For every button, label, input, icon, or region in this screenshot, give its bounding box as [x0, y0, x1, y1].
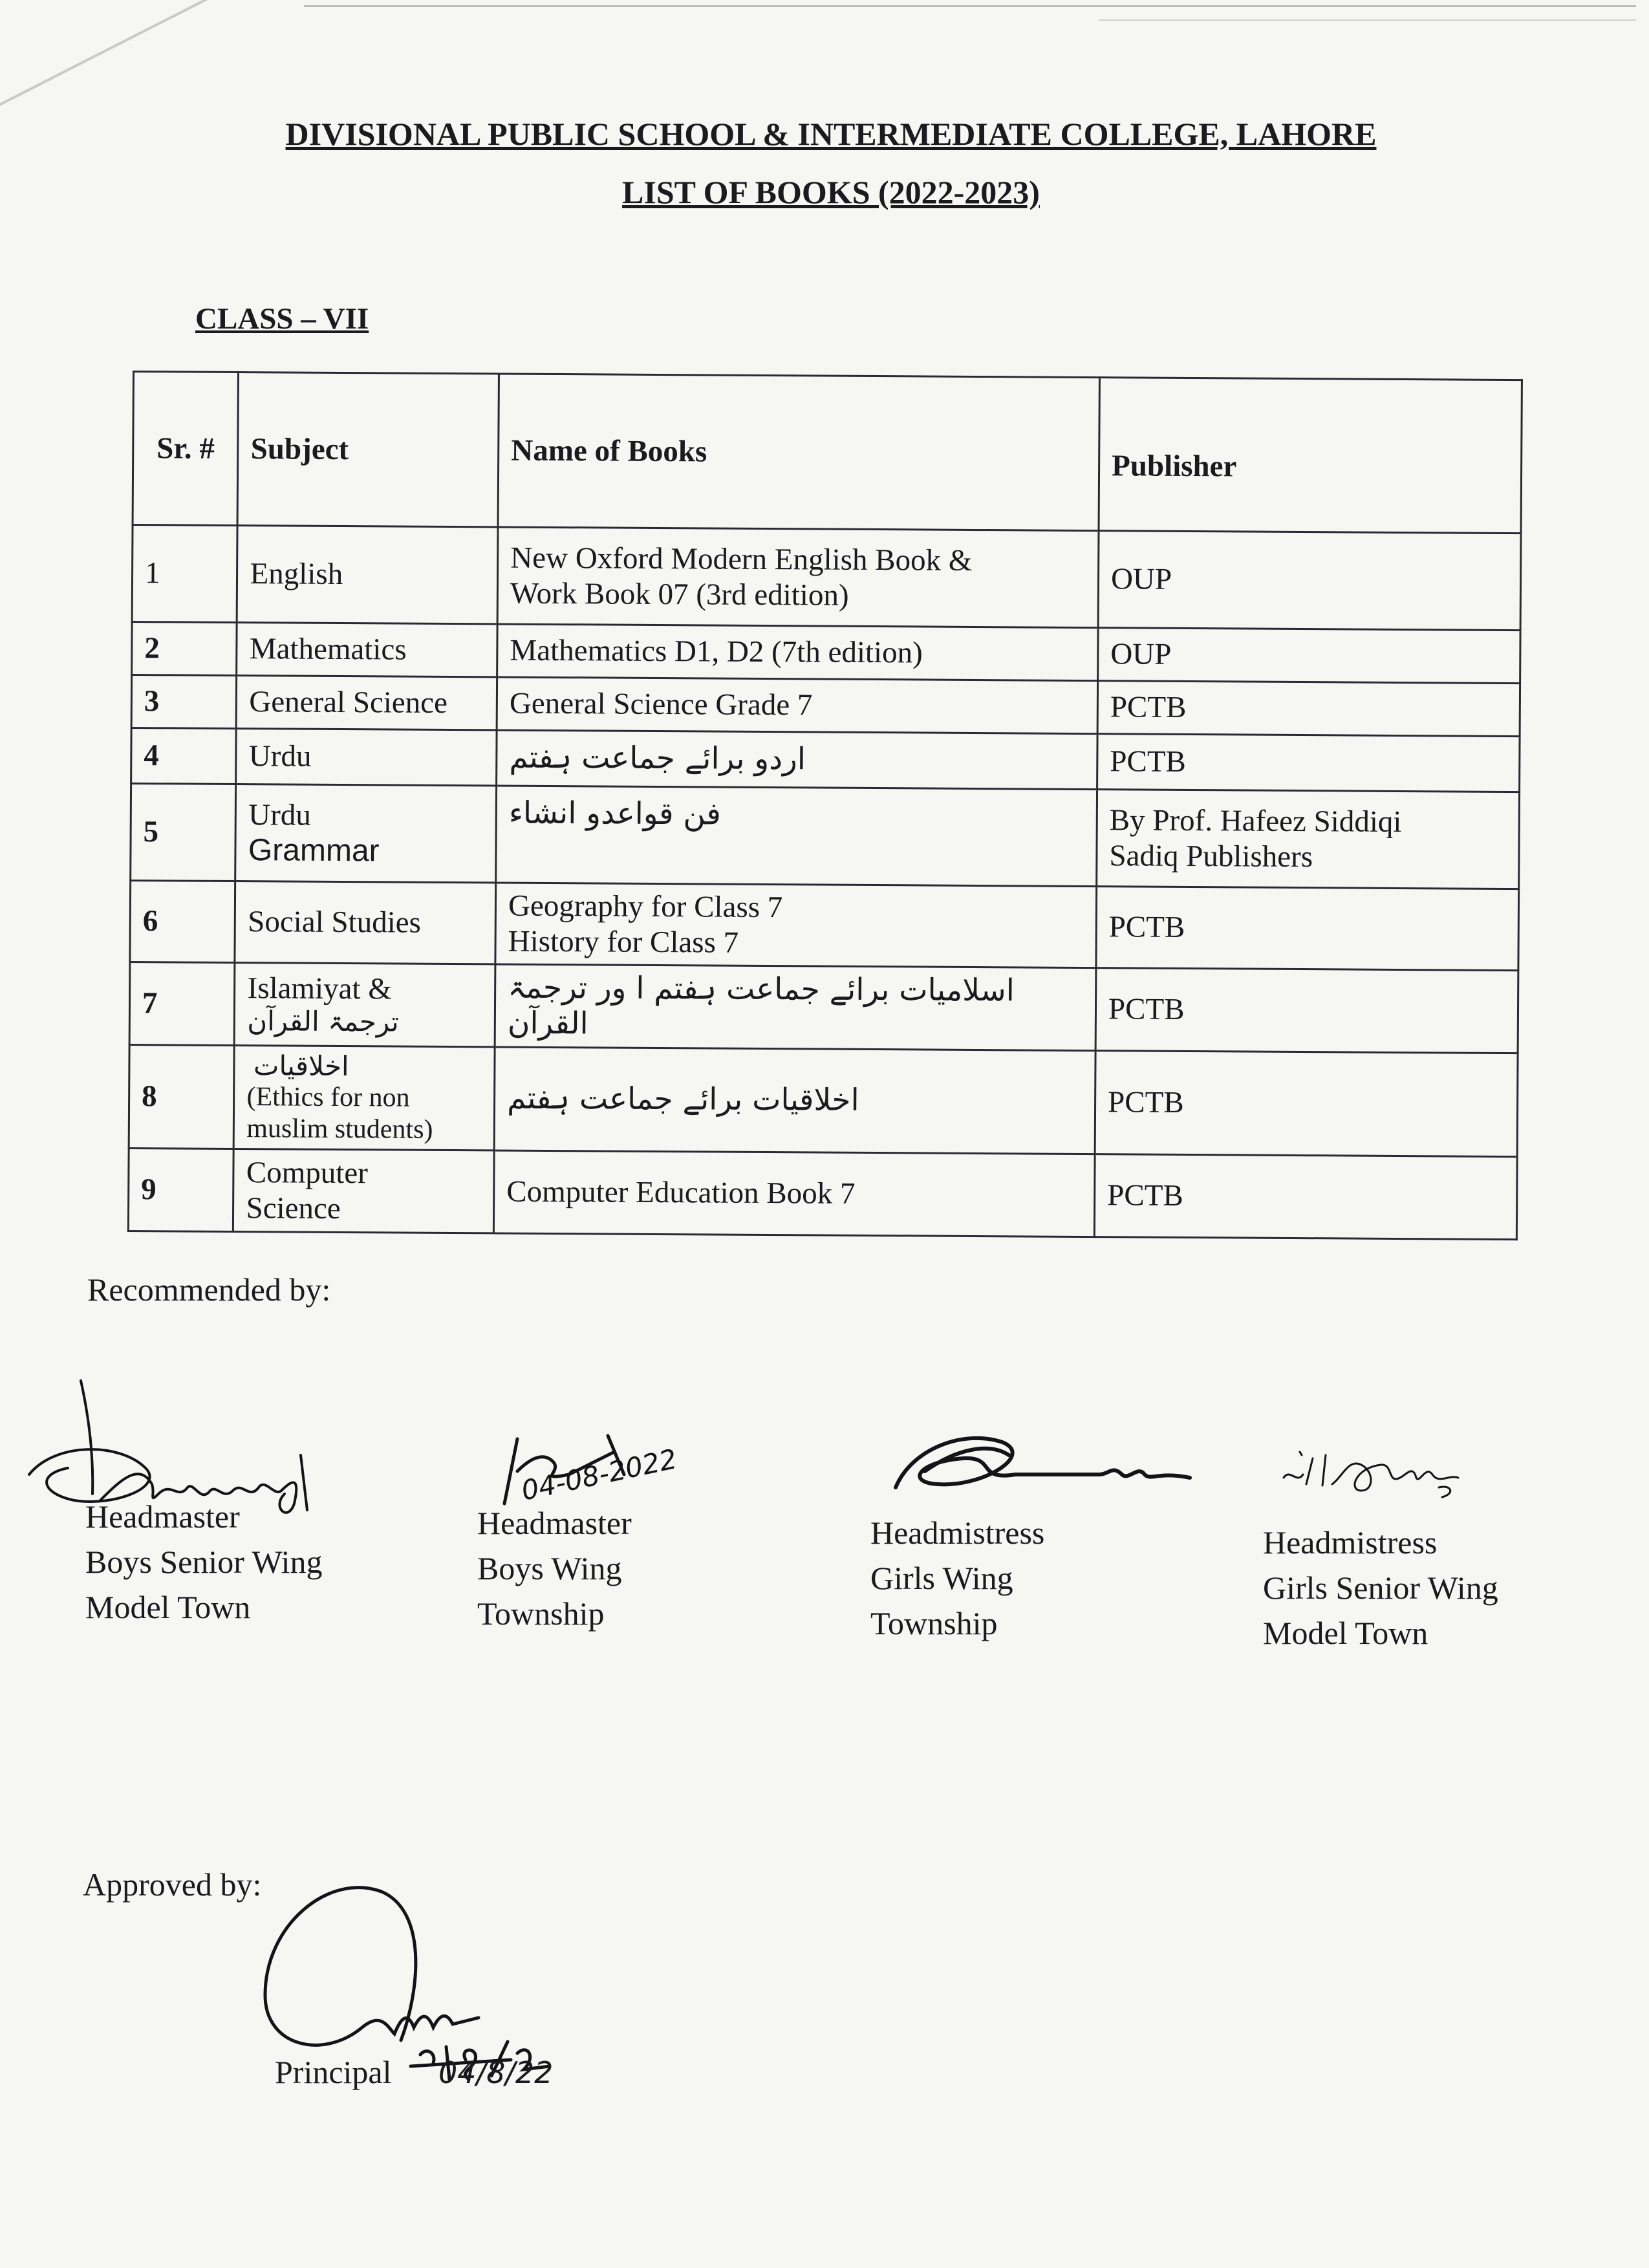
signature-headmistress-girls-senior: [1277, 1439, 1484, 1510]
publisher-text: By Prof. Hafeez Siddiqi: [1109, 803, 1402, 839]
signature-headmistress-girls-township: [886, 1423, 1196, 1500]
book-text: اسلامیات برائے جماعت ہفتم ا ور ترجمۃ: [508, 970, 1015, 1009]
signatory-wing: Girls Wing: [870, 1560, 1013, 1596]
publisher-cell: [1097, 734, 1520, 792]
book-text: اردو برائے جماعت ہفتم: [509, 740, 806, 777]
subject-text: اخلاقیات: [253, 1050, 349, 1083]
class-label: CLASS – VII: [195, 302, 369, 336]
publisher-cell: [1097, 790, 1520, 889]
subject-cell: [237, 622, 497, 676]
list-title: LIST OF BOOKS (2022-2023): [622, 174, 1040, 210]
book-text: New Oxford Modern English Book &: [510, 541, 973, 578]
book-text: القرآن: [507, 1005, 588, 1041]
signatory-location: Model Town: [85, 1589, 251, 1625]
publisher-text: OUP: [1110, 637, 1172, 672]
publisher-text: PCTB: [1107, 1178, 1183, 1213]
publisher-cell: [1094, 1154, 1517, 1240]
books-table: [127, 371, 1523, 1240]
book-text: Geography for Class 7: [508, 889, 783, 925]
subject-cell: [235, 784, 497, 882]
publisher-text: PCTB: [1110, 690, 1187, 725]
table-row: [131, 675, 1520, 737]
subject-cell: [234, 1045, 495, 1150]
publisher-text: PCTB: [1108, 992, 1185, 1027]
paper-fold: [0, 0, 332, 119]
signatory-location: Model Town: [1263, 1615, 1428, 1651]
subject-text: ترجمۃ القرآن: [247, 1005, 399, 1038]
approved-label: Approved by:: [83, 1866, 262, 1903]
book-text: General Science Grade 7: [509, 687, 813, 722]
book-cell: [494, 1047, 1095, 1154]
book-text: اخلاقیات برائے جماعت ہفتم: [507, 1081, 859, 1119]
subject-text: muslim students): [246, 1113, 433, 1145]
signatory-location: Township: [477, 1595, 605, 1632]
signatory-title: Headmistress: [1263, 1524, 1438, 1561]
paper-edge: [1099, 19, 1636, 21]
publisher-cell: [1098, 628, 1521, 684]
book-cell: [497, 730, 1097, 790]
row-number: 9: [128, 1148, 233, 1231]
book-text: Computer Education Book 7: [506, 1175, 856, 1211]
subject-cell: [237, 525, 499, 623]
row-number: 7: [129, 962, 235, 1045]
subject-text: Science: [246, 1191, 341, 1226]
subject-text: Social Studies: [248, 905, 422, 940]
book-cell: [493, 1150, 1095, 1237]
book-cell: [497, 527, 1099, 628]
subject-text: Urdu: [248, 797, 312, 832]
table-row: [132, 622, 1520, 684]
signatory-location: Township: [870, 1605, 998, 1641]
book-cell: [495, 883, 1097, 968]
principal-title: Principal: [275, 2054, 392, 2090]
subject-cell: [237, 675, 497, 729]
subject-cell: [236, 728, 497, 785]
subject-cell: [233, 1149, 494, 1233]
subject-text: English: [250, 557, 343, 592]
row-number: 5: [131, 783, 236, 881]
subject-text: Mathematics: [249, 632, 407, 667]
subject-cell: [235, 962, 495, 1046]
table-row: [131, 728, 1520, 792]
book-text: History for Class 7: [508, 924, 739, 960]
table-row: [129, 1044, 1518, 1156]
row-number: 3: [131, 675, 237, 729]
recommended-label: Recommended by:: [87, 1271, 331, 1308]
signature-date: 04-08-2022: [518, 1443, 680, 1507]
book-text: Mathematics D1, D2 (7th edition): [510, 634, 923, 670]
signatory-title: Headmaster: [477, 1505, 632, 1541]
row-number: 6: [130, 880, 235, 962]
principal-date: 04/8/22: [438, 2055, 554, 2090]
table-header-row: [133, 372, 1522, 534]
signatory-wing: Boys Senior Wing: [85, 1544, 323, 1580]
principal-label: [275, 2053, 553, 2091]
publisher-cell: [1096, 887, 1519, 971]
publisher-cell: [1095, 968, 1518, 1053]
publisher-text: PCTB: [1110, 744, 1187, 779]
publisher-cell: [1098, 531, 1521, 631]
column-header-subject: Subject: [238, 373, 499, 527]
signatory-title: Headmaster: [85, 1498, 240, 1535]
signatory-title: Headmistress: [870, 1515, 1045, 1551]
publisher-cell: [1097, 681, 1520, 737]
signatory-block: [870, 1510, 1044, 1646]
book-cell: [496, 786, 1097, 887]
table-row: [128, 1148, 1517, 1239]
book-cell: [497, 624, 1098, 681]
paper-edge: [304, 5, 1636, 7]
publisher-text: OUP: [1110, 562, 1172, 597]
publisher-text: PCTB: [1107, 1085, 1184, 1120]
column-header-sr: Sr. #: [133, 372, 239, 526]
signatory-block: [1263, 1520, 1498, 1656]
book-cell: [495, 964, 1096, 1051]
book-text: فن قواعدو انشاء: [508, 795, 721, 832]
row-number: 4: [131, 728, 237, 784]
table-row: [132, 525, 1521, 631]
table-row: [131, 783, 1520, 889]
subject-text: Grammar: [248, 833, 380, 869]
subject-text: Computer: [246, 1156, 369, 1191]
signatory-wing: Boys Wing: [477, 1550, 622, 1586]
publisher-cell: [1095, 1051, 1518, 1157]
signatory-wing: Girls Senior Wing: [1263, 1570, 1498, 1606]
book-text: Work Book 07 (3rd edition): [510, 576, 849, 612]
table-row: [130, 880, 1519, 970]
row-number: 8: [129, 1044, 234, 1149]
subject-cell: [235, 881, 495, 964]
signatory-block: [85, 1494, 323, 1630]
row-number: 1: [132, 525, 237, 623]
subject-text: General Science: [249, 685, 448, 720]
publisher-text: Sadiq Publishers: [1109, 838, 1313, 874]
subject-text: Urdu: [248, 739, 312, 774]
signatory-block: [477, 1500, 632, 1636]
subject-text: (Ethics for non: [246, 1082, 410, 1113]
table-row: [129, 962, 1518, 1053]
row-number: 2: [132, 622, 237, 676]
school-name: DIVISIONAL PUBLIC SCHOOL & INTERMEDIATE COLLEGE, LAHORE: [285, 116, 1377, 152]
publisher-text: PCTB: [1108, 910, 1185, 945]
subject-text: Islamiyat &: [247, 971, 393, 1006]
column-header-books: Name of Books: [498, 374, 1099, 531]
column-header-publisher: Publisher: [1099, 378, 1522, 534]
book-cell: [497, 677, 1097, 734]
